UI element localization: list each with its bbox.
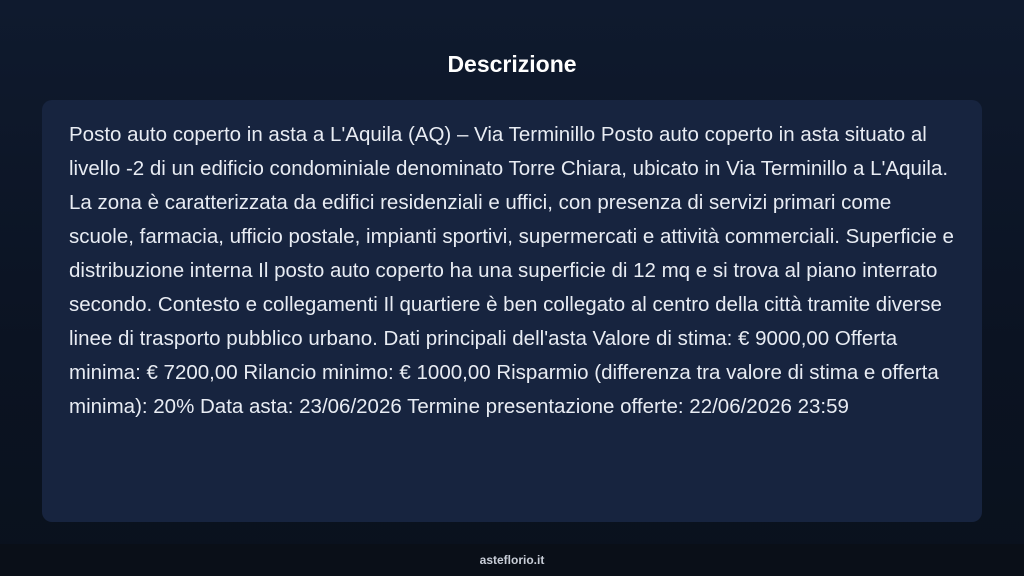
page-title: Descrizione [447,51,577,77]
footer-site-label: asteflorio.it [479,553,545,567]
description-text: Posto auto coperto in asta a L'Aquila (AQ) – Via Terminillo Posto auto coperto in asta situato al livello -2 di un edificio condominiale denominato Torre Chiara, ubicato in Via Terminillo a L'Aquila. La zona è caratterizzata da edifici residenziali e uffici, con presenza di servizi primari come scuole, farmacia, ufficio postale, impianti sportivi, supermercati e attività commerciali. Superficie e distribuzione interna Il posto auto coperto ha una superficie di 12 mq e si trova al piano interrato secondo. Contesto e collegamenti Il quartiere è ben collegato al centro della città tramite diverse linee di trasporto pubblico urbano. Dati principali dell'asta Valore di stima: € 9000,00 Offerta minima: € 7200,00 Rilancio minimo: € 1000,00 Risparmio (differenza tra valore di stima e offerta minima): 20% Data asta: 23/06/2026 Termine presentazione offerte: 22/06/2026 23:59 [69,123,954,418]
description-card [42,100,982,522]
